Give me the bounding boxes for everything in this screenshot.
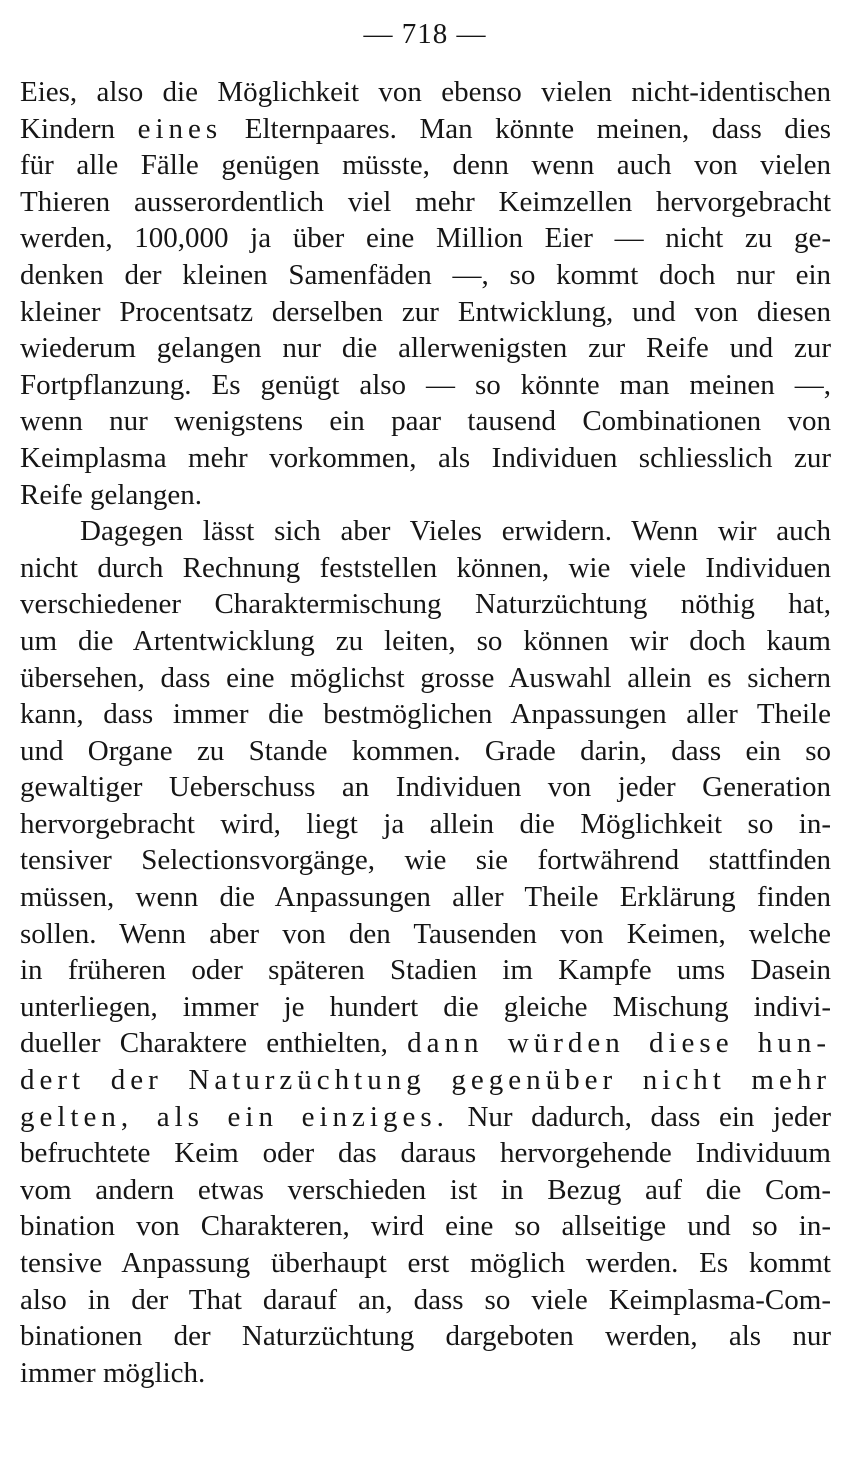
text-line: kann, dass immer die bestmöglichen Anpassungen aller Theile — [20, 698, 831, 731]
text-line: unterliegen, immer je hundert die gleiche Mischung indivi- — [20, 990, 831, 1023]
text-line: Dagegen lässt sich aber Vieles erwidern. Wenn wir auch — [80, 515, 831, 548]
body-text — [20, 74, 831, 1391]
text-line: hervorgebracht wird, liegt ja allein die Möglichkeit so in- — [20, 807, 831, 840]
text-line: in früheren oder späteren Stadien im Kampfe ums Dasein — [20, 954, 831, 987]
text-line: befruchtete Keim oder das daraus hervorgehende Individuum — [20, 1137, 831, 1170]
text-line: kleiner Procentsatz derselben zur Entwicklung, und von diesen — [20, 295, 831, 328]
text-line: nicht durch Rechnung feststellen können, wie viele Individuen — [20, 551, 831, 584]
text-line — [20, 1099, 831, 1136]
page-number: — 718 — — [363, 18, 487, 50]
text-line: binationen der Naturzüchtung dargeboten werden, als nur — [20, 1320, 831, 1353]
text-line: werden, 100,000 ja über eine Million Eier — nicht zu ge- — [20, 222, 831, 255]
text-line: Keimplasma mehr vorkommen, als Individuen schliesslich zur — [20, 441, 831, 474]
text-segment: dueller Charaktere enthielten, — [20, 1027, 408, 1060]
text-line: Reife gelangen. — [20, 478, 202, 511]
text-line: denken der kleinen Samenfäden —, so kommt doch nur ein — [20, 258, 831, 291]
text-line: übersehen, dass eine möglichst grosse Auswahl allein es sichern — [20, 661, 831, 694]
text-line: und Organe zu Stande kommen. Grade darin, dass ein so — [20, 734, 831, 767]
spaced-emphasis-text: gelten, als ein einziges. — [20, 1100, 449, 1133]
text-line: verschiedener Charaktermischung Naturzüchtung nöthig hat, — [20, 588, 831, 621]
text-line: immer möglich. — [20, 1356, 206, 1389]
text-line: müssen, wenn die Anpassungen aller Theile Erklärung finden — [20, 881, 831, 914]
text-line: tensiver Selectionsvorgänge, wie sie fortwährend stattfinden — [20, 844, 831, 877]
text-line: sollen. Wenn aber von den Tausenden von Keimen, welche — [20, 917, 831, 950]
text-line: Eies, also die Möglichkeit von ebenso vielen nicht-identischen — [20, 76, 831, 108]
text-segment: Kindern — [20, 112, 138, 145]
text-line: tensive Anpassung überhaupt erst möglich werden. Es kommt — [20, 1247, 831, 1279]
spaced-emphasis-text: eines — [137, 112, 223, 145]
text-line: vom andern etwas verschieden ist in Bezug auf die Com- — [20, 1173, 831, 1206]
text-line — [20, 1025, 831, 1062]
spaced-emphasis-text: dann würden diese hun- — [407, 1027, 831, 1060]
text-line: für alle Fälle genügen müsste, denn wenn auch von vielen — [20, 149, 831, 182]
spaced-emphasis-text: dert der Naturzüchtung gegenüber nicht mehr — [20, 1064, 831, 1097]
text-line: bination von Charakteren, wird eine so allseitige und so in- — [20, 1210, 831, 1243]
text-segment: Nur dadurch, dass ein jeder — [448, 1100, 831, 1133]
text-line: also in der That darauf an, dass so viele Keimplasma-Com- — [20, 1283, 831, 1316]
text-line: wenn nur wenigstens ein paar tausend Combinationen von — [20, 405, 831, 438]
text-segment: Elternpaares. Man könnte meinen, dass dies — [222, 112, 832, 145]
text-line: Fortpflanzung. Es genügt also — so könnte man meinen —, — [20, 368, 831, 401]
text-line: um die Artentwicklung zu leiten, so können wir doch kaum — [20, 624, 831, 657]
text-line: gewaltiger Ueberschuss an Individuen von jeder Generation — [20, 771, 831, 804]
text-line — [20, 1062, 831, 1099]
text-line: Thieren ausserordentlich viel mehr Keimzellen hervorgebracht — [20, 185, 831, 218]
text-line: wiederum gelangen nur die allerwenigsten zur Reife und zur — [20, 332, 831, 365]
text-line — [20, 111, 831, 148]
